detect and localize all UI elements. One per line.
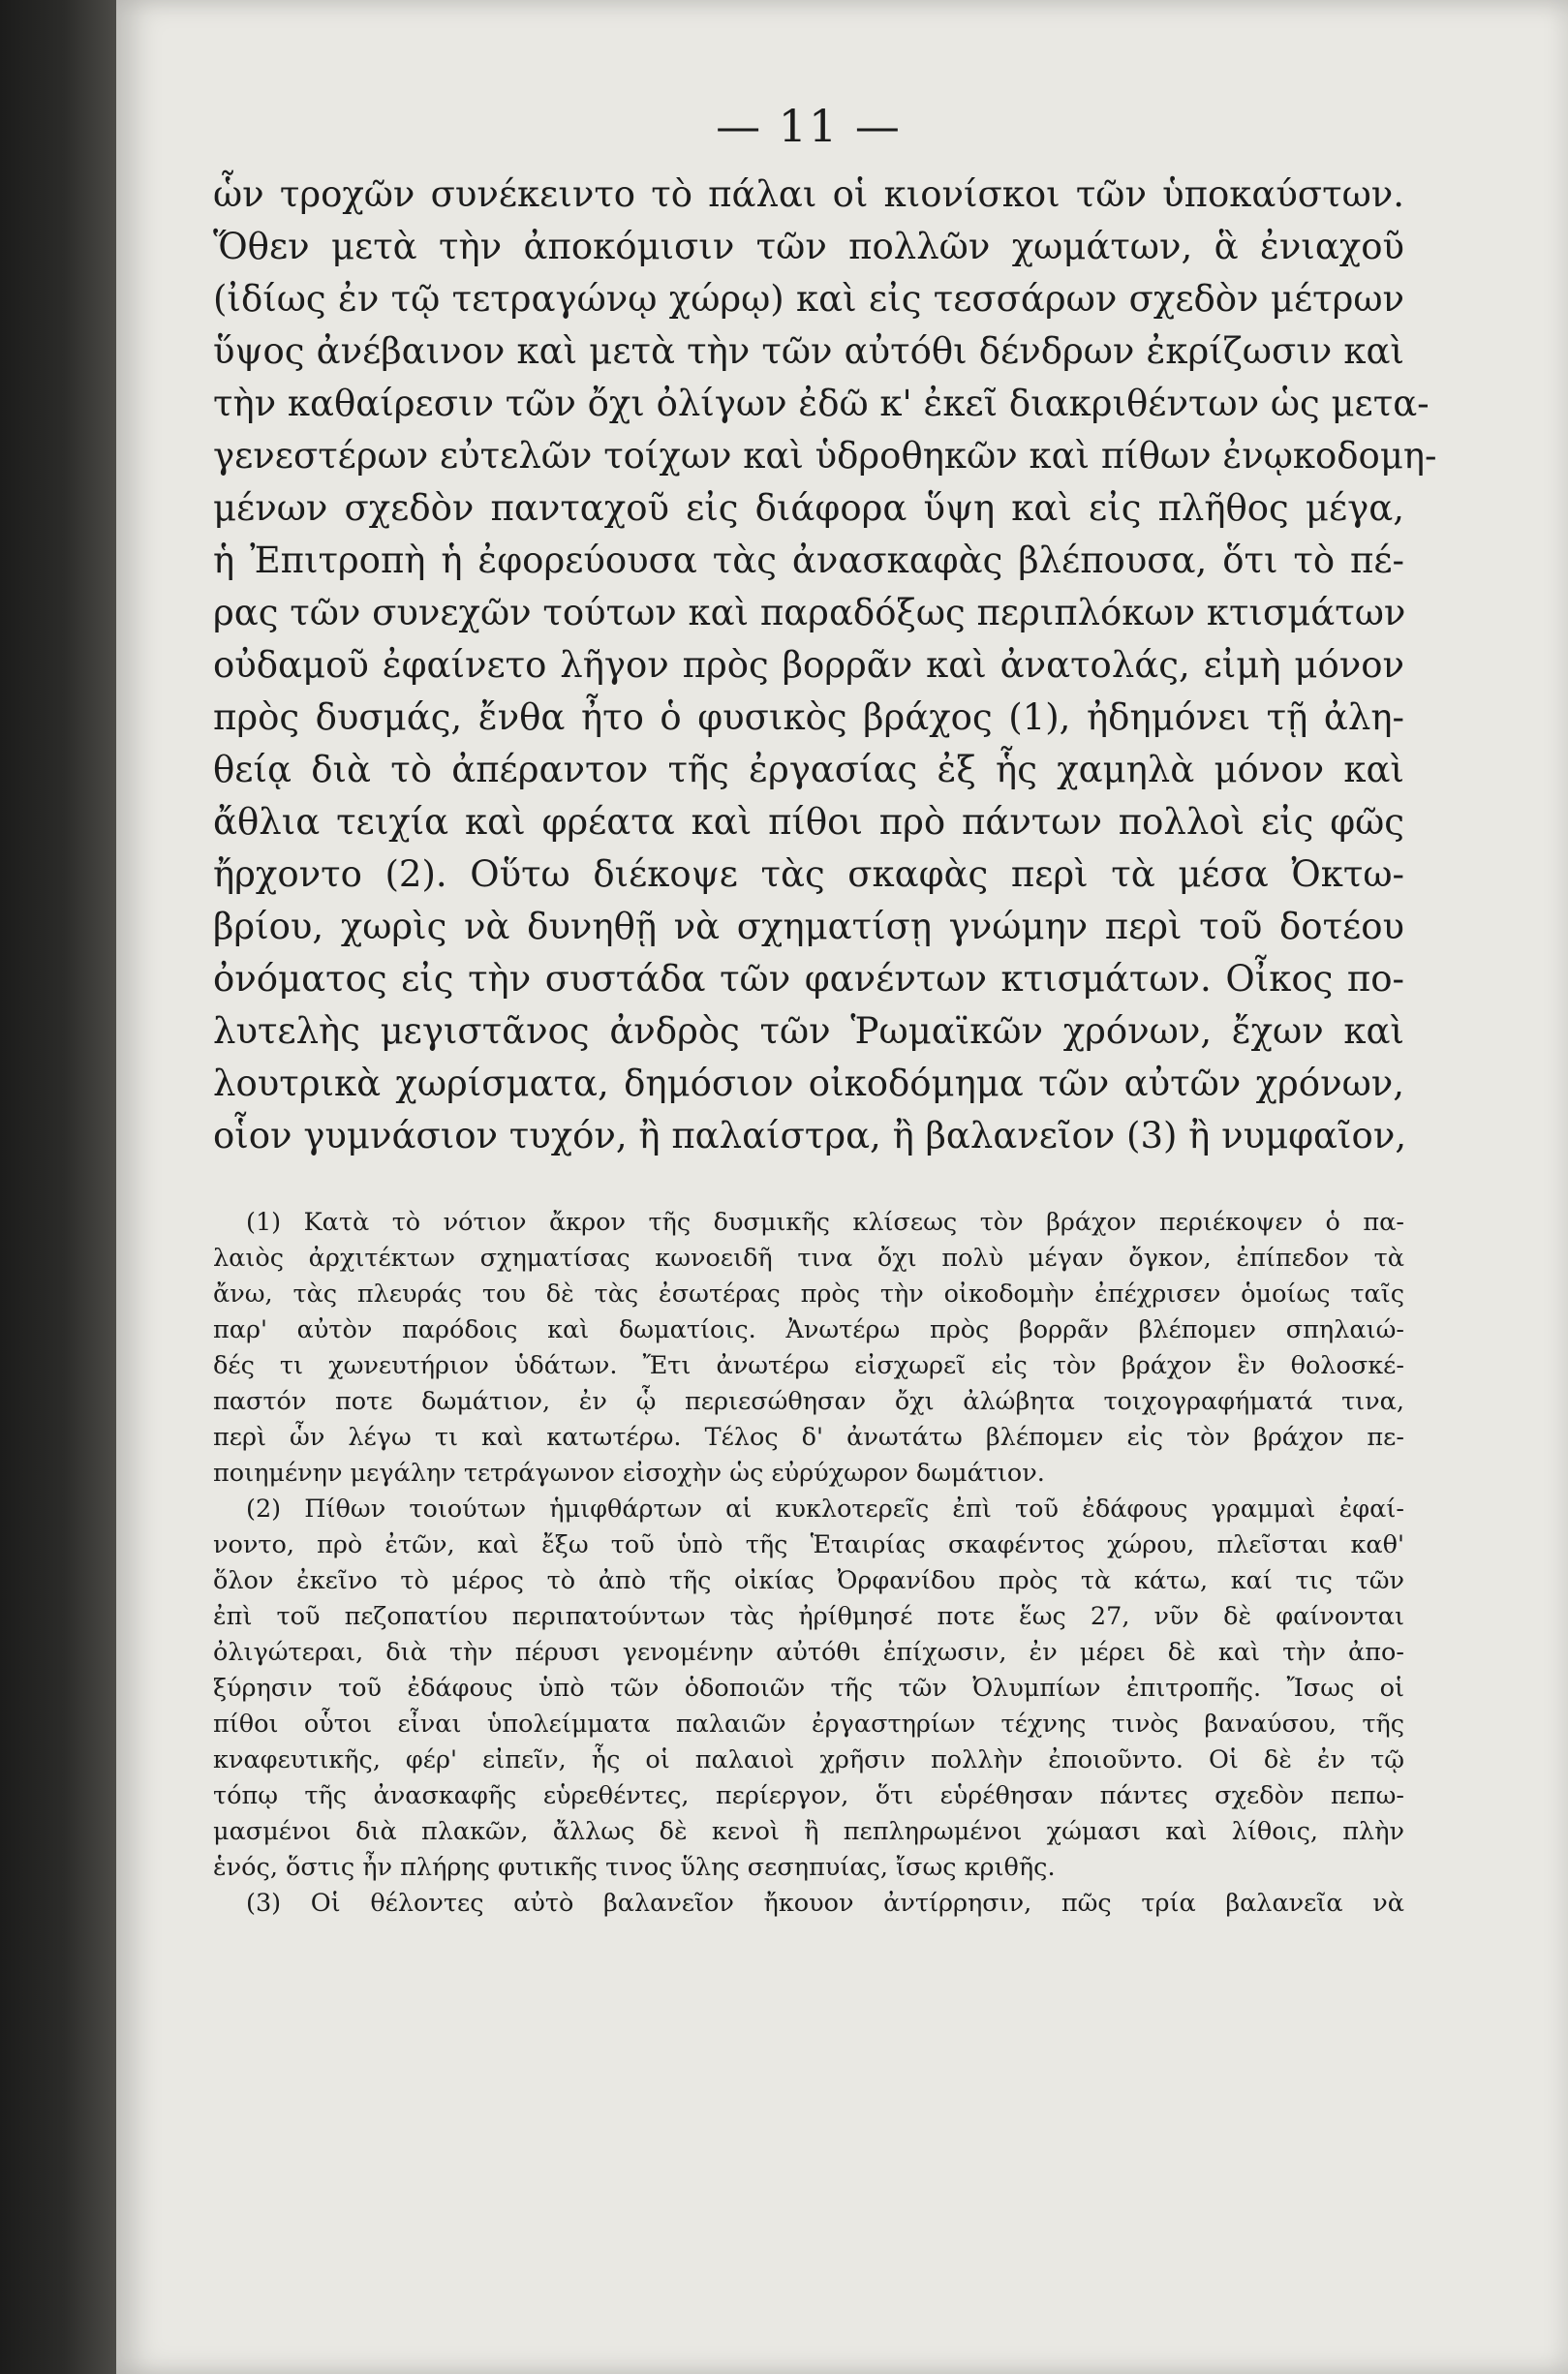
footnote-line: δές τι χωνευτήριον ὑδάτων. Ἔτι ἀνωτέρω εἰσχωρεῖ εἰς τὸν βράχον ἓν θολοσκέ- — [213, 1351, 1404, 1380]
text-line: γενεστέρων εὐτελῶν τοίχων καὶ ὑδροθηκῶν καὶ πίθων ἐνῳκοδομη- — [213, 435, 1437, 477]
footnote-line: λαιὸς ἀρχιτέκτων σχηματίσας κωνοειδῆ τινα ὄχι πολὺ μέγαν ὄγκον, ἐπίπεδον τὰ — [213, 1244, 1404, 1273]
footnote-line: μασμένοι διὰ πλακῶν, ἄλλως δὲ κενοὶ ἢ πεπληρωμένοι χώμασι καὶ λίθοις, πλὴν — [213, 1817, 1404, 1846]
page-number: — 11 — — [716, 100, 902, 152]
text-line: ρας τῶν συνεχῶν τούτων καὶ παραδόξως περιπλόκων κτισμάτων — [213, 592, 1406, 633]
text-line: ἡ Ἐπιτροπὴ ἡ ἐφορεύουσα τὰς ἀνασκαφὰς βλέπουσα, ὅτι τὸ πέ- — [213, 540, 1404, 581]
footnote-line: ἑνός, ὅστις ἦν πλήρης φυτικῆς τινος ὕλης σεσηπυίας, ἴσως κριθῆς. — [213, 1853, 1056, 1882]
page-content — [213, 97, 1437, 1922]
text-line: λυτελὴς μεγιστᾶνος ἀνδρὸς τῶν Ῥωμαϊκῶν χρόνων, ἔχων καὶ — [213, 1010, 1404, 1052]
text-line: Ὅθεν μετὰ τὴν ἀποκόμισιν τῶν πολλῶν χωμάτων, ἃ ἐνιαχοῦ — [213, 226, 1404, 267]
footnotes — [213, 1205, 1404, 1922]
footnote-line: νοντο, πρὸ ἐτῶν, καὶ ἔξω τοῦ ὑπὸ τῆς Ἑταιρίας σκαφέντος χώρου, πλεῖσται καθ' — [213, 1530, 1404, 1559]
text-line: ὀνόματος εἰς τὴν συστάδα τῶν φανέντων κτισμάτων. Οἶκος πο- — [213, 958, 1404, 1000]
footnote-line: ἄνω, τὰς πλευράς του δὲ τὰς ἐσωτέρας πρὸς τὴν οἰκοδομὴν ἐπέχρισεν ὁμοίως ταῖς — [213, 1279, 1404, 1309]
text-line: τὴν καθαίρεσιν τῶν ὄχι ὀλίγων ἐδῶ κ' ἐκεῖ διακριθέντων ὡς μετα- — [213, 383, 1430, 424]
text-line: οἷον γυμνάσιον τυχόν, ἢ παλαίστρα, ἢ βαλανεῖον (3) ἢ νυμφαῖον, — [213, 1115, 1407, 1156]
footnote-line: κναφευτικῆς, φέρ' εἰπεῖν, ἧς οἱ παλαιοὶ χρῆσιν πολλὴν ἐποιοῦντο. Οἱ δὲ ἐν τῷ — [213, 1745, 1404, 1774]
footnote-line: ὅλον ἐκεῖνο τὸ μέρος τὸ ἀπὸ τῆς οἰκίας Ὀρφανίδου πρὸς τὰ κάτω, καί τις τῶν — [213, 1566, 1404, 1595]
footnote-line: (1) Κατὰ τὸ νότιον ἄκρον τῆς δυσμικῆς κλίσεως τὸν βράχον περιέκοψεν ὁ πα- — [246, 1208, 1404, 1237]
text-line: (ἰδίως ἐν τῷ τετραγώνῳ χώρῳ) καὶ εἰς τεσσάρων σχεδὸν μέτρων — [213, 278, 1404, 320]
footnote-line: ξύρησιν τοῦ ἐδάφους ὑπὸ τῶν ὁδοποιῶν τῆς τῶν Ὀλυμπίων ἐπιτροπῆς. Ἴσως οἱ — [213, 1674, 1404, 1703]
book-page — [116, 0, 1568, 2374]
text-line: ἄθλια τειχία καὶ φρέατα καὶ πίθοι πρὸ πάντων πολλοὶ εἰς φῶς — [213, 801, 1404, 843]
text-line: ὕψος ἀνέβαινον καὶ μετὰ τὴν τῶν αὐτόθι δένδρων ἐκρίζωσιν καὶ — [213, 330, 1404, 372]
footnote-line: παστόν ποτε δωμάτιον, ἐν ᾧ περιεσώθησαν ὄχι ἀλώβητα τοιχογραφήματά τινα, — [213, 1387, 1404, 1416]
footnote-line: πίθοι οὗτοι εἶναι ὑπολείμματα παλαιῶν ἐργαστηρίων τέχνης τινὸς βαναύσου, τῆς — [213, 1710, 1404, 1739]
book-spine — [0, 0, 116, 2374]
text-line: λουτρικὰ χωρίσματα, δημόσιον οἰκοδόμημα τῶν αὐτῶν χρόνων, — [213, 1063, 1404, 1104]
text-line: οὐδαμοῦ ἐφαίνετο λῆγον πρὸς βορρᾶν καὶ ἀνατολάς, εἰμὴ μόνον — [213, 644, 1404, 686]
text-line: μένων σχεδὸν πανταχοῦ εἰς διάφορα ὕψη καὶ εἰς πλῆθος μέγα, — [213, 487, 1404, 529]
footnote-line: (3) Οἱ θέλοντες αὐτὸ βαλανεῖον ἤκουον ἀντίρρησιν, πῶς τρία βαλανεῖα νὰ — [246, 1889, 1404, 1918]
text-line: πρὸς δυσμάς, ἔνθα ἦτο ὁ φυσικὸς βράχος (1), ἠδημόνει τῇ ἀλη- — [213, 696, 1404, 738]
footnote-line: ἐπὶ τοῦ πεζοπατίου περιπατούντων τὰς ἠρίθμησέ ποτε ἕως 27, νῦν δὲ φαίνονται — [213, 1602, 1404, 1631]
footnote-line: (2) Πίθων τοιούτων ἡμιφθάρτων αἱ κυκλοτερεῖς ἐπὶ τοῦ ἐδάφους γραμμαὶ ἐφαί- — [246, 1495, 1404, 1524]
text-line: βρίου, χωρὶς νὰ δυνηθῇ νὰ σχηματίσῃ γνώμην περὶ τοῦ δοτέου — [213, 906, 1404, 947]
footnote-line: παρ' αὐτὸν παρόδοις καὶ δωματίοις. Ἀνωτέρω πρὸς βορρᾶν βλέπομεν σπηλαιώ- — [213, 1315, 1404, 1344]
footnote-line: ποιημένην μεγάλην τετράγωνον εἰσοχὴν ὡς εὐρύχωρον δωμάτιον. — [213, 1459, 1045, 1488]
main-text — [213, 169, 1437, 1162]
text-line: ὧν τροχῶν συνέκειντο τὸ πάλαι οἱ κιονίσκοι τῶν ὑποκαύστων. — [213, 173, 1404, 215]
footnote-line: περὶ ὧν λέγω τι καὶ κατωτέρω. Τέλος δ' ἀνωτάτω βλέπομεν εἰς τὸν βράχον πε- — [213, 1423, 1404, 1452]
footnote-line: τόπῳ τῆς ἀνασκαφῆς εὑρεθέντες, περίεργον, ὅτι εὑρέθησαν πάντες σχεδὸν πεπω- — [213, 1781, 1404, 1810]
text-line: θείᾳ διὰ τὸ ἀπέραντον τῆς ἐργασίας ἐξ ἧς χαμηλὰ μόνον καὶ — [213, 749, 1404, 790]
text-line: ἤρχοντο (2). Οὕτω διέκοψε τὰς σκαφὰς περὶ τὰ μέσα Ὀκτω- — [213, 853, 1404, 895]
footnote-line: ὀλιγώτεραι, διὰ τὴν πέρυσι γενομένην αὐτόθι ἐπίχωσιν, ἐν μέρει δὲ καὶ τὴν ἀπο- — [213, 1638, 1404, 1667]
